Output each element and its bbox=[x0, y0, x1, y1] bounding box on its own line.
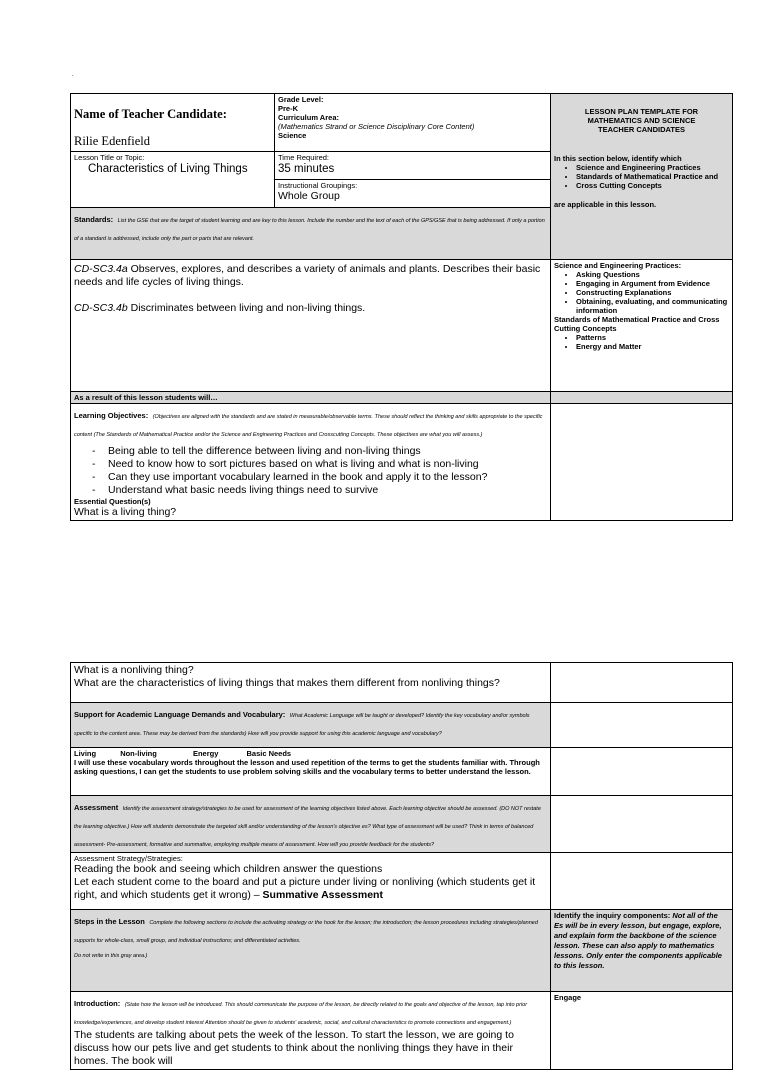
essential-question-2: What is a nonliving thing? bbox=[74, 664, 194, 676]
objective-item: - Need to know how to sort pictures based on what is living and what is non-living bbox=[74, 458, 547, 471]
curriculum-value: Science bbox=[278, 131, 307, 140]
identify-intro: In this section below, identify which bbox=[554, 154, 682, 163]
objectives-header bbox=[74, 405, 547, 441]
grouping-value: Whole Group bbox=[278, 190, 340, 202]
ccc-item: • Patterns bbox=[576, 333, 729, 342]
objectives-cell bbox=[71, 404, 551, 521]
vocab-word: Energy bbox=[192, 749, 219, 758]
teacher-name: Rilie Edenfield bbox=[74, 134, 151, 148]
support-label: Support for Academic Language Demands and Vocabulary: bbox=[74, 710, 286, 719]
sep-item: • Constructing Explanations bbox=[576, 288, 729, 297]
support-note: What Academic Language will be taught or developed? Identify the key vocabulary and/or symbols specific to the content area. These may be derived from the standards) How will you provide support for using this academic language and vocabulary? bbox=[74, 713, 530, 737]
template-title: LESSON PLAN TEMPLATE FOR MATHEMATICS AND SCIENCE TEACHER CANDIDATES bbox=[584, 107, 699, 134]
teacher-name-cell bbox=[71, 94, 275, 152]
assessment-header-cell bbox=[71, 796, 551, 853]
sep-item: • Asking Questions bbox=[576, 270, 729, 279]
teacher-name-label: Name of Teacher Candidate: bbox=[74, 107, 227, 121]
identify-outro: are applicable in this lesson. bbox=[554, 200, 657, 209]
strategy-2-bold: Summative Assessment bbox=[262, 889, 383, 901]
page-dot: . bbox=[72, 72, 74, 78]
intro-label: Introduction: bbox=[74, 999, 121, 1008]
vocab-text: I will use these vocabulary words throughout the lesson and used repetition of the terms to get the students familiar with. Through asking questions, I can get the students to use problem solving skills and the vocabulary terms to better understand the lesson. bbox=[74, 758, 540, 776]
identify-item: • Standards of Mathematical Practice and bbox=[576, 172, 729, 181]
sep-label: Science and Engineering Practices: bbox=[554, 261, 682, 270]
identify-list bbox=[554, 163, 729, 190]
strategy-label: Assessment Strategy/Strategies: bbox=[74, 854, 183, 863]
assessment-label: Assessment bbox=[74, 803, 119, 812]
standard-2 bbox=[74, 302, 547, 315]
engage-label: Engage bbox=[554, 993, 582, 1002]
strategy-2-text: Let each student come to the board and put a picture under living or nonliving (which students get it right, and which students get it wrong) – bbox=[74, 876, 536, 901]
essential-question-3: What are the characteristics of living things that makes them different from nonliving things? bbox=[74, 677, 500, 689]
objectives-list bbox=[74, 445, 547, 497]
sep-item: • Obtaining, evaluating, and communicating information bbox=[576, 297, 729, 315]
smp-label: Standards of Mathematical Practice and Cross Cutting Concepts bbox=[554, 315, 720, 333]
objectives-label: Learning Objectives: bbox=[74, 411, 149, 420]
inquiry-label: Identify the inquiry components: bbox=[554, 911, 671, 920]
standard-2-text: Discriminates between living and non-living things. bbox=[130, 302, 366, 314]
engage-cell bbox=[551, 992, 733, 1070]
intro-note: (State how the lesson will be introduced. This should communicate the purpose of the lesson, be directly related to the goals and objective of the lesson, tap into prior knowledge/experiences, and develop student interest Attention should be given to students' academic, social, and cultural characteristics to promote connections and engagement.) bbox=[74, 1002, 528, 1026]
template-info-cell bbox=[551, 94, 733, 260]
standard-1-text: Observes, explores, and describes a variety of animals and plants. Describes their basic needs and life cycles of living things. bbox=[74, 263, 541, 288]
inquiry-cell bbox=[551, 910, 733, 992]
essential-label: Essential Question(s) bbox=[74, 497, 151, 506]
inquiry-text: Not all of the Es will be in every lesson, but engage, explore, and explain form the backbone of the science lesson. These can also apply to mathematics lessons. Only enter the components applicable to this lesson. bbox=[554, 911, 722, 970]
identify-item: • Science and Engineering Practices bbox=[576, 163, 729, 172]
assessment-side-cell bbox=[551, 796, 733, 853]
objective-item: - Understand what basic needs living things need to survive bbox=[74, 484, 547, 497]
vocab-word: Basic Needs bbox=[246, 749, 292, 758]
grade-value: Pre-K bbox=[278, 104, 299, 113]
vocab-word: Non-living bbox=[120, 749, 157, 758]
introduction-cell bbox=[71, 992, 551, 1070]
steps-header-cell bbox=[71, 910, 551, 992]
ccc-list bbox=[554, 333, 729, 351]
ccc-item: • Energy and Matter bbox=[576, 342, 729, 351]
time-label: Time Required: bbox=[278, 153, 329, 162]
lesson-title-value: Characteristics of Living Things bbox=[88, 163, 248, 175]
steps-label: Steps in the Lesson bbox=[74, 917, 145, 926]
objectives-note: (Objectives are aligned with the standards and are stated in measurable/observable terms. These should reflect the thinking and skills appropriate to the specific content (The Standards of Mathematical Practice and/or the Science and Engineering Practices and Crosscutting Concepts. These objectives are what you will assess.) bbox=[74, 414, 543, 438]
standards-content-cell bbox=[71, 260, 551, 392]
strategy-side-cell bbox=[551, 853, 733, 910]
assessment-note: Identify the assessment strategy/strategies to be used for assessment of the learning objectives listed above. Each learning objective should be assessed. (DO NOT restate the learning objective.) How will students demonstrate the targeted skill and/or understanding of the lesson's objective es? What type of assessment will be used? Think in terms of balanced assessment- Pre-assessment, formative and summative, employing multiple means of assessment. How will you provide feedback for the students? bbox=[74, 806, 541, 848]
standards-note: List the GSE that are the target of student learning and are key to this lesson. Include the number and the text of each of the GPS/GSE that is being addressed. If only a portion of a standard is addressed, include only the part or parts that are relevant. bbox=[74, 218, 545, 242]
strategy-1: Reading the book and seeing which children answer the questions bbox=[74, 863, 383, 875]
practices-cell bbox=[551, 260, 733, 392]
standard-2-code: CD-SC3.4b bbox=[74, 302, 128, 314]
essential-questions-cell bbox=[71, 663, 551, 703]
lesson-title-cell bbox=[71, 152, 275, 208]
grouping-label: Instructional Groupings: bbox=[278, 181, 358, 190]
time-value: 35 minutes bbox=[278, 163, 335, 175]
lesson-plan-table-bottom bbox=[70, 662, 733, 1070]
strategy-2 bbox=[74, 876, 547, 902]
vocabulary-cell bbox=[71, 748, 551, 796]
result-label: As a result of this lesson students will… bbox=[71, 392, 551, 404]
grade-curriculum-cell bbox=[275, 94, 551, 152]
vocab-word: Living bbox=[74, 749, 97, 758]
vocab-words bbox=[74, 749, 547, 758]
standard-1-code: CD-SC3.4a bbox=[74, 263, 128, 275]
lesson-title-label: Lesson Title or Topic: bbox=[74, 153, 145, 162]
inquiry-text-block bbox=[554, 911, 729, 971]
curriculum-label: Curriculum Area: bbox=[278, 113, 339, 122]
standards-label: Standards: bbox=[74, 215, 114, 224]
sep-list bbox=[554, 270, 729, 315]
lesson-plan-table-top bbox=[70, 93, 733, 521]
standards-header-cell bbox=[71, 208, 551, 260]
identify-item: • Cross Cutting Concepts bbox=[576, 181, 729, 190]
vocabulary-side-cell bbox=[551, 748, 733, 796]
objective-item: - Can they use important vocabulary learned in the book and apply it to the lesson? bbox=[74, 471, 547, 484]
grouping-cell bbox=[275, 180, 551, 208]
intro-text: The students are talking about pets the week of the lesson. To start the lesson, we are going to discuss how our pets live and get students to think about the nonliving things they have in their homes. The book will bbox=[74, 1029, 514, 1067]
grade-label: Grade Level: bbox=[278, 95, 324, 104]
essential-question-1: What is a living thing? bbox=[74, 506, 177, 518]
objectives-side-cell bbox=[551, 404, 733, 521]
steps-header bbox=[74, 911, 547, 947]
curriculum-note: (Mathematics Strand or Science Disciplinary Core Content) bbox=[278, 122, 475, 131]
sep-item: • Engaging in Argument from Evidence bbox=[576, 279, 729, 288]
essential-side-cell bbox=[551, 663, 733, 703]
steps-note-2: Do not write in this gray area.) bbox=[74, 953, 148, 959]
result-side-cell bbox=[551, 392, 733, 404]
objective-item: - Being able to tell the difference between living and non-living things bbox=[74, 445, 547, 458]
standard-1 bbox=[74, 263, 547, 289]
support-header-cell bbox=[71, 703, 551, 748]
time-cell bbox=[275, 152, 551, 180]
assessment-strategy-cell bbox=[71, 853, 551, 910]
steps-note: Complete the following sections to include the activating strategy or the hook for the lesson; the introduction; the lesson procedures including strategies/planned supports for whole-class, small group, and individual instructions; and differentiated activities. bbox=[74, 920, 538, 944]
support-side-cell bbox=[551, 703, 733, 748]
